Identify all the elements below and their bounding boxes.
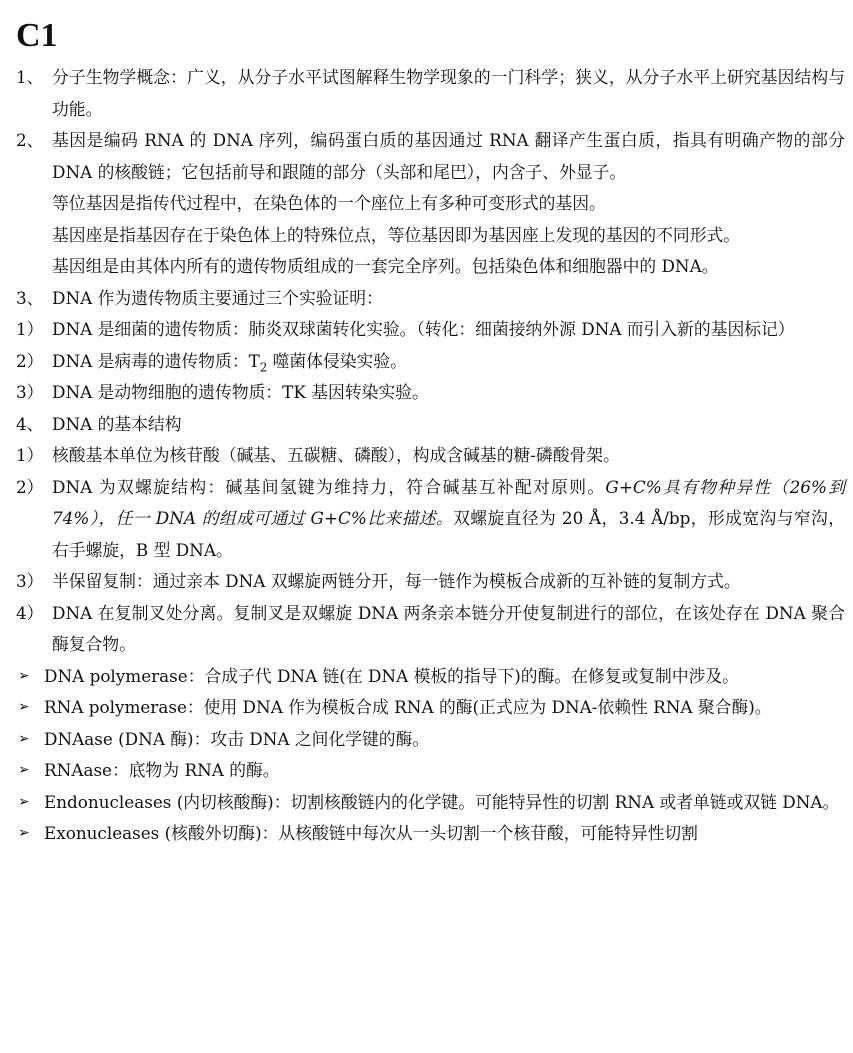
- paragraph-text: DNA 在复制叉处分离。复制叉是双螺旋 DNA 两条亲本链分开使复制进行的部位，在该处存在 DNA 聚合酶复合物。: [52, 602, 845, 654]
- italic-text: G+C%具有物种异性（26%到 74%），任一 DNA 的组成可通过 G+C%比来描述。: [52, 476, 845, 528]
- bullet-item: [0, 755, 853, 787]
- subscript: 2: [259, 359, 268, 374]
- arrow-bullet-icon: ➢: [18, 793, 30, 810]
- paragraph-text: DNA 的基本结构: [52, 413, 182, 434]
- list-item: [0, 62, 853, 125]
- bullet-text: RNA polymerase：使用 DNA 作为模板合成 RNA 的酶(正式应为 DNA-依赖性 RNA 聚合酶)。: [44, 697, 772, 717]
- paragraph-text: DNA 作为遗传物质主要通过三个实验证明：: [52, 287, 383, 308]
- item-number: 1）: [16, 445, 44, 465]
- sub-list-item: [0, 472, 853, 567]
- item-number: 1、: [16, 67, 44, 87]
- text-run: DNA 是病毒的遗传物质：T: [52, 350, 260, 371]
- paragraph-text: DNA 是细菌的遗传物质：肺炎双球菌转化实验。（转化：细菌接纳外源 DNA 而引入新的基因标记）: [52, 319, 795, 339]
- arrow-bullet-icon: ➢: [18, 762, 30, 778]
- item-number: 3）: [16, 382, 44, 402]
- paragraph-text: [52, 350, 407, 374]
- item-number: 3、: [16, 287, 44, 308]
- item-number: 2、: [16, 130, 44, 150]
- paragraph: 基因座是指基因存在于染色体上的特殊位点，等位基因即为基因座上发现的基因的不同形式。: [52, 224, 741, 245]
- bullet-text: Endonucleases (内切核酸酶)：切割核酸链内的化学键。可能特异性的切割 RNA 或者单链或双链 DNA。: [44, 791, 840, 812]
- bullet-text: DNA polymerase：合成子代 DNA 链(在 DNA 模板的指导下)的酶。在修复或复制中涉及。: [44, 665, 739, 686]
- arrow-bullet-icon: ➢: [18, 667, 30, 684]
- bullet-item: [0, 692, 853, 724]
- item-number: 2）: [16, 350, 44, 371]
- paragraph-text: 分子生物学概念：广义，从分子水平试图解释生物学现象的一门科学；狭义，从分子水平上研究基因结构与功能。: [52, 67, 845, 119]
- item-number: 4、: [16, 413, 44, 434]
- text-run: 双螺旋直径为 20 Å，3.4 Å/bp，形成宽沟与窄沟，右手螺旋，B 型 DNA。: [52, 508, 845, 560]
- list-item: [0, 283, 853, 315]
- text-run: DNA 为双螺旋结构：碱基间氢键为维持力，符合碱基互补配对原则。: [52, 476, 606, 497]
- arrow-bullet-icon: ➢: [18, 825, 30, 841]
- bullet-text: Exonucleases (核酸外切酶)：从核酸链中每次从一头切割一个核苷酸，可能特异性切割: [44, 823, 698, 843]
- item-number: 4）: [16, 602, 44, 623]
- bullet-item: [0, 661, 853, 693]
- sub-list-item: [0, 566, 853, 598]
- paragraph-text: 基因是编码 RNA 的 DNA 序列，编码蛋白质的基因通过 RNA 翻译产生蛋白质，指具有明确产物的部分 DNA 的核酸链；它包括前导和跟随的部分（头部和尾巴），内含子、外显子。: [52, 130, 845, 182]
- sub-list-item: [0, 346, 853, 378]
- paragraph: 等位基因是指传代过程中，在染色体的一个座位上有多种可变形式的基因。: [52, 193, 606, 213]
- bullet-item: [0, 818, 853, 850]
- sub-list-item: [0, 440, 853, 472]
- item-number: 3）: [16, 571, 44, 591]
- bullet-text: DNAase (DNA 酶)：攻击 DNA 之间化学键的酶。: [44, 728, 430, 749]
- sub-list-item: [0, 314, 853, 346]
- item-number: 2）: [16, 476, 44, 497]
- list-item: [0, 409, 853, 441]
- list-item: [0, 125, 853, 188]
- sub-list-item: [0, 377, 853, 409]
- paragraph: 基因组是由其体内所有的遗传物质组成的一套完全序列。包括染色体和细胞器中的 DNA。: [52, 256, 719, 276]
- paragraph-text: DNA 是动物细胞的遗传物质：TK 基因转染实验。: [52, 382, 429, 402]
- bullet-item: [0, 787, 853, 819]
- document-body: [0, 62, 853, 850]
- page-title: C1: [16, 17, 58, 54]
- paragraph-text: [52, 477, 845, 560]
- sub-list-item: [0, 598, 853, 661]
- paragraph-text: 核酸基本单位为核苷酸（碱基、五碳糖、磷酸），构成含碱基的糖-磷酸骨架。: [52, 445, 620, 465]
- item-number: 1）: [16, 319, 44, 339]
- bullet-item: [0, 724, 853, 756]
- arrow-bullet-icon: ➢: [18, 699, 30, 715]
- paragraph-text: 半保留复制：通过亲本 DNA 双螺旋两链分开，每一链作为模板合成新的互补链的复制方式。: [52, 571, 741, 591]
- arrow-bullet-icon: ➢: [18, 730, 30, 747]
- text-run: 噬菌体侵染实验。: [267, 350, 407, 371]
- bullet-text: RNAase：底物为 RNA 的酶。: [44, 760, 280, 780]
